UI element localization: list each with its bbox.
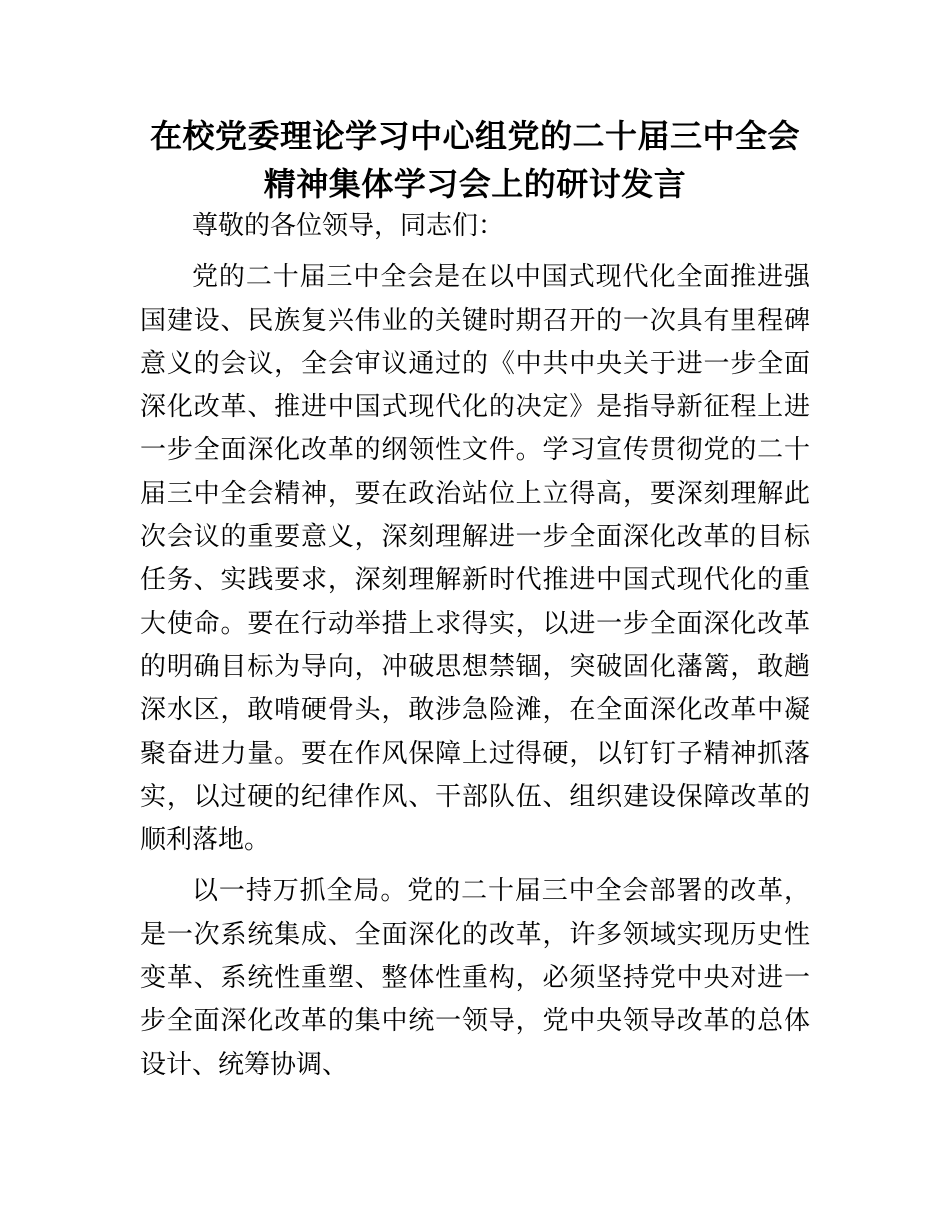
paragraph-2: 以一持万抓全局。党的二十届三中全会部署的改革，是一次系统集成、全面深化的改革，许多领域实现历史性变革、系统性重塑、整体性重构，必须坚持党中央对进一步全面深化改革的集中统一领导，党中央领导改革的总体设计、统筹协调、 (140, 876, 810, 1080)
document-body (140, 205, 810, 1087)
title-line-2: 精神集体学习会上的研讨发言 (263, 165, 687, 203)
title-line-1: 在校党委理论学习中心组党的二十届三中全会 (149, 117, 800, 155)
paragraph-1: 党的二十届三中全会是在以中国式现代化全面推进强国建设、民族复兴伟业的关键时期召开的一次具有里程碑意义的会议，全会审议通过的《中共中央关于进一步全面深化改革、推进中国式现代化的决定》是指导新征程上进一步全面深化改革的纲领性文件。学习宣传贯彻党的二十届三中全会精神，要在政治站位上立得高，要深刻理解此次会议的重要意义，深刻理解进一步全面深化改革的目标任务、实践要求，深刻理解新时代推进中国式现代化的重大使命。要在行动举措上求得实，以进一步全面深化改革的明确目标为导向，冲破思想禁锢，突破固化藩篱，敢趟深水区，敢啃硬骨头，敢涉急险滩，在全面深化改革中凝聚奋进力量。要在作风保障上过得硬，以钉钉子精神抓落实，以过硬的纪律作风、干部队伍、组织建设保障改革的顺利落地。 (140, 262, 810, 856)
greeting: 尊敬的各位领导，同志们： (192, 211, 505, 241)
document-title (140, 112, 810, 208)
